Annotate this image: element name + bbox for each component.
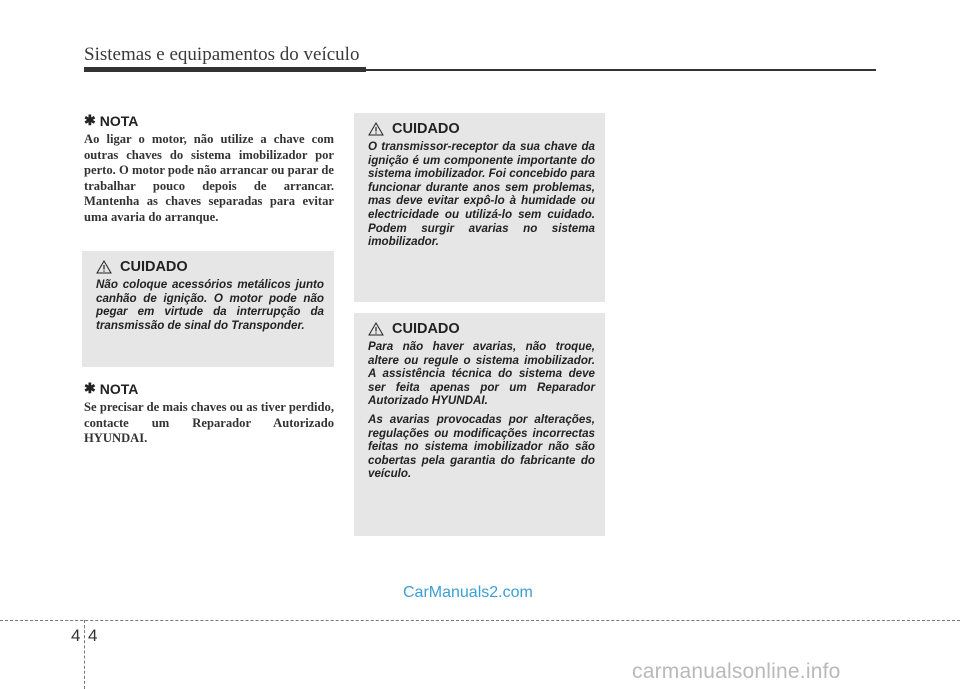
asterisk-icon: ✱ bbox=[84, 380, 96, 396]
warning-triangle-icon bbox=[368, 122, 384, 136]
warning-triangle-icon bbox=[368, 322, 384, 336]
caution-box-b bbox=[354, 113, 605, 302]
site-watermark: carmanualsonline.info bbox=[632, 660, 841, 683]
caution-text-2: As avarias provocadas por alterações, regulações ou modificações incorrectas feitas no sistema imobilizador não são cobertas pela garantia do fabricante do veículo. bbox=[368, 412, 595, 481]
note-label: NOTA bbox=[99, 380, 139, 397]
header-rule-thin bbox=[366, 69, 876, 71]
warning-triangle-icon bbox=[96, 260, 112, 274]
caution-text: Não coloque acessórios metálicos junto canhão de ignição. O motor pode não pegar em virtude da interrupção da transmissão de sinal do Transponder. bbox=[96, 278, 324, 332]
caution-heading bbox=[368, 121, 595, 137]
caution-text-1: Para não haver avarias, não troque, altere ou regule o sistema imobilizador. A assistência técnica do sistema deve ser feita apenas por um Reparador Autorizado HYUNDAI. bbox=[368, 340, 595, 408]
caution-box-a bbox=[82, 251, 334, 367]
note-text: Se precisar de mais chaves ou as tiver perdido, contacte um Reparador Autorizado HYUNDAI. bbox=[84, 400, 334, 445]
caution-heading bbox=[368, 321, 595, 337]
watermark-link[interactable]: CarManuals2.com bbox=[403, 584, 533, 601]
asterisk-icon: ✱ bbox=[84, 112, 96, 128]
note-heading bbox=[84, 112, 334, 129]
footer-divider bbox=[0, 620, 960, 621]
caution-label: CUIDADO bbox=[120, 259, 188, 275]
note-section-a bbox=[84, 112, 334, 225]
caution-box-c bbox=[354, 313, 605, 536]
caution-label: CUIDADO bbox=[392, 121, 460, 137]
caution-heading bbox=[96, 259, 324, 275]
footer-vertical-divider bbox=[84, 620, 85, 689]
note-text: Ao ligar o motor, não utilize a chave com outras chaves do sistema imobilizador por perto. O motor pode não arrancar ou parar de trabalhar pouco depois de arrancar. Mantenha as chaves separadas para evitar uma avaria do arranque. bbox=[84, 132, 334, 224]
header-rule-thick bbox=[84, 67, 366, 72]
chapter-number: 4 bbox=[71, 626, 81, 645]
page-header-title: Sistemas e equipamentos do veículo bbox=[84, 44, 360, 65]
caution-label: CUIDADO bbox=[392, 321, 460, 337]
note-heading bbox=[84, 380, 334, 397]
note-label: NOTA bbox=[99, 112, 139, 129]
caution-text: O transmissor-receptor da sua chave da ignição é um componente importante do sistema imobilizador. Foi concebido para funcionar durante anos sem problemas, mas deve evitar expô-lo à humidade ou electricidade ou utilizá-lo sem cuidado. Podem surgir avarias no sistema imobilizador. bbox=[368, 140, 595, 249]
page-number: 4 bbox=[88, 626, 98, 645]
note-section-b bbox=[84, 380, 334, 447]
